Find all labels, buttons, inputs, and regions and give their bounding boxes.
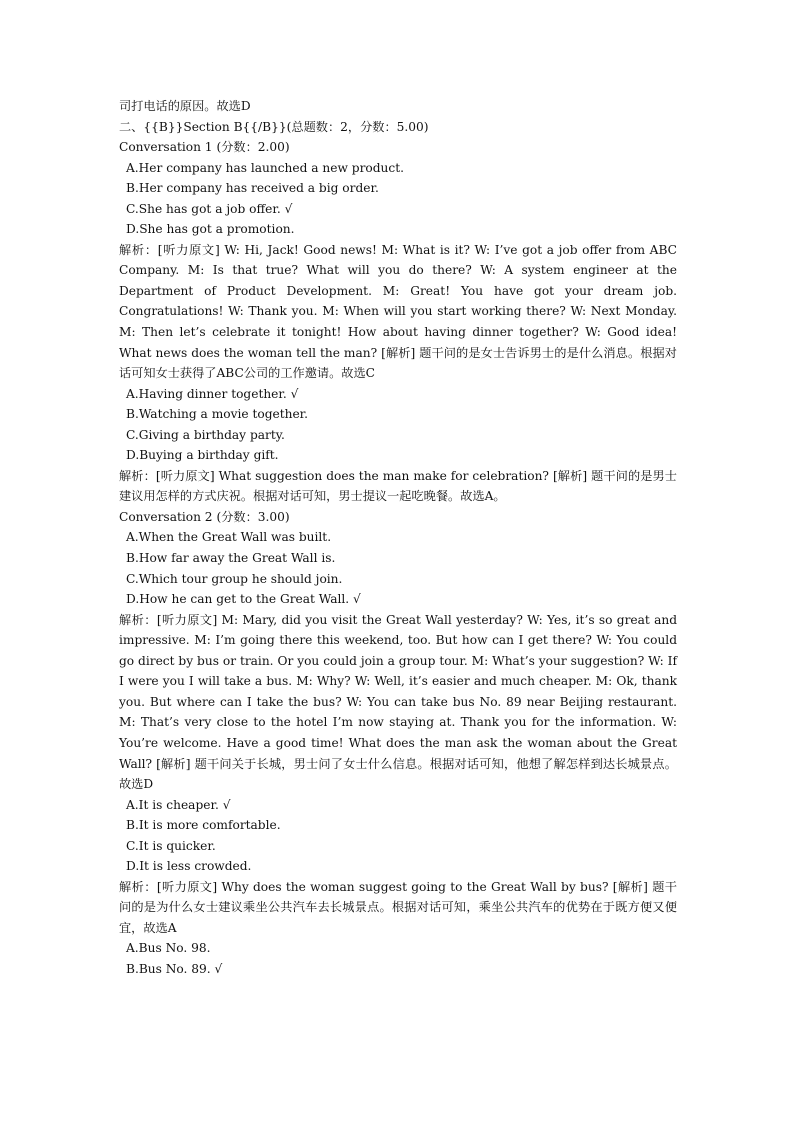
analysis-text: 解析：[听力原文] M: Mary, did you visit the Great Wall yesterday? W: Yes, it’s so great and impressive. M: I’m going there this weekend, too. But how can I get there? W: You could go direct by bus or train. Or you could join a group tour. M: What’s your suggestion? W: If I were you I will take a bus. M: Why? W: Well, it’s easier and much cheaper. M: Ok, thank you. But where can I take the bus? W: You can take bus No. 89 near Beijing restaurant. M: That’s very close to the hotel I’m now staying at. Thank you for the information. W: You’re welcome. Have a good time! What does the man ask the woman about the Great Wall? [解析] 题干问关于长城，男士问了女士什么信息。根据对话可知，他想了解怎样到达长城景点。故选D <box>119 612 677 792</box>
option-c: C.She has got a job offer. √ <box>126 201 293 216</box>
option-b: B.How far away the Great Wall is. <box>126 551 336 566</box>
option-a: A.When the Great Wall was built. <box>126 530 332 545</box>
option-a: A.It is cheaper. √ <box>126 797 231 812</box>
analysis-text: 解析：[听力原文] What suggestion does the man make for celebration? [解析] 题干问的是男士建议用怎样的方式庆祝。根据对话可知，男士提议一起吃晚餐。故选A。 <box>119 468 677 504</box>
option-c: C.Which tour group he should join. <box>126 571 343 586</box>
option-d: D.It is less crowded. <box>126 859 252 874</box>
analysis-text: 解析：[听力原文] W: Hi, Jack! Good news! M: What is it? W: I’ve got a job offer from ABC Company. M: Is that true? What will you do there? W: A system engineer at the Department of Product Development. M: Great! You have got your dream job. Congratulations! W: Thank you. M: When will you start working there? W: Next Monday. M: Then let’s celebrate it tonight! How about having dinner together? W: Good idea! What news does the woman tell the man? [解析] 题干问的是女士告诉男士的是什么消息。根据对话可知女士获得了ABC公司的工作邀请。故选C <box>119 242 677 381</box>
conversation-title: Conversation 2 (分数：3.00) <box>119 509 290 524</box>
analysis-text: 解析：[听力原文] Why does the woman suggest going to the Great Wall by bus? [解析] 题干问的是为什么女士建议乘坐公共汽车去长城景点。根据对话可知，乘坐公共汽车的优势在于既方便又便宜，故选A <box>119 879 677 935</box>
option-b: B.Bus No. 89. √ <box>126 961 223 976</box>
option-c: C.It is quicker. <box>126 838 216 853</box>
option-a: A.Having dinner together. √ <box>126 386 299 401</box>
option-b: B.It is more comfortable. <box>126 818 281 833</box>
option-a: A.Bus No. 98. <box>126 941 211 956</box>
document-page <box>119 96 677 980</box>
option-b: B.Watching a movie together. <box>126 407 309 422</box>
option-c: C.Giving a birthday party. <box>126 427 285 442</box>
section-heading: 二、{{B}}Section B{{/B}}(总题数：2，分数：5.00) <box>119 119 429 134</box>
option-a: A.Her company has launched a new product. <box>126 160 405 175</box>
option-d: D.Buying a birthday gift. <box>126 448 279 463</box>
option-b: B.Her company has received a big order. <box>126 181 379 196</box>
conversation-title: Conversation 1 (分数：2.00) <box>119 140 290 155</box>
option-d: D.She has got a promotion. <box>126 222 295 237</box>
lead-in-text: 司打电话的原因。故选D <box>119 99 251 113</box>
option-d: D.How he can get to the Great Wall. √ <box>126 592 361 607</box>
